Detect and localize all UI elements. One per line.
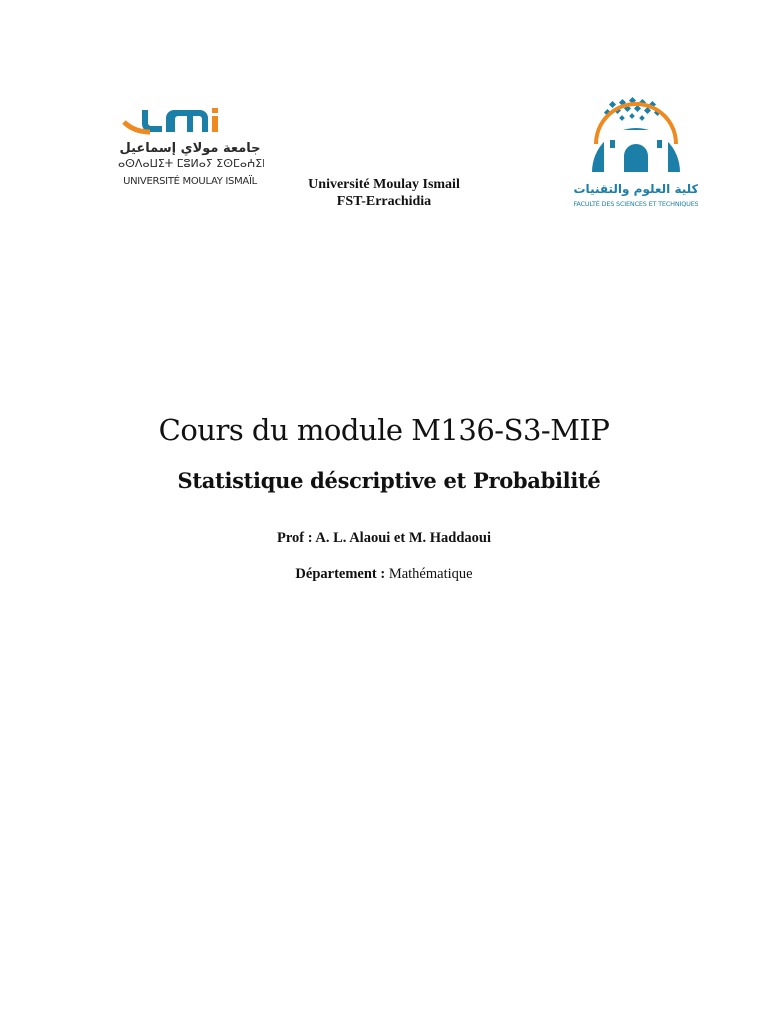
- department-line: [0, 564, 768, 584]
- umi-logo-arabic: جامعة مولاي إسماعيل: [119, 141, 261, 156]
- institution-university: Université Moulay Ismail: [308, 177, 460, 192]
- fst-logo-arabic: كلية العلوم والتقنيات: [574, 182, 698, 196]
- umi-logo-lettering: [124, 108, 218, 132]
- fst-logo: [574, 96, 698, 212]
- department-label: Département :: [295, 566, 386, 582]
- institution-name: [250, 176, 518, 210]
- professors-line: Prof : A. L. Alaoui et M. Haddaoui: [276, 530, 492, 546]
- department-value: Mathématique: [388, 566, 473, 582]
- umi-logo-french: UNIVERSITÉ MOULAY ISMAÏL: [123, 176, 257, 187]
- course-subtitle: Statistique déscriptive et Probabilité: [177, 468, 601, 493]
- institution-faculty: FST-Errachidia: [336, 194, 432, 209]
- umi-logo: [118, 100, 264, 192]
- fst-logo-french: FACULTÉ DES SCIENCES ET TECHNIQUES: [574, 200, 698, 208]
- umi-logo-tifinagh: ⵜⴰⵙⴷⴰⵡⵉⵜ ⵎⵓⵍⴰⵢ ⵉⵙⵎⴰⵄⵉⵍ: [118, 157, 264, 170]
- course-title: Cours du module M136-S3-MIP: [158, 413, 610, 447]
